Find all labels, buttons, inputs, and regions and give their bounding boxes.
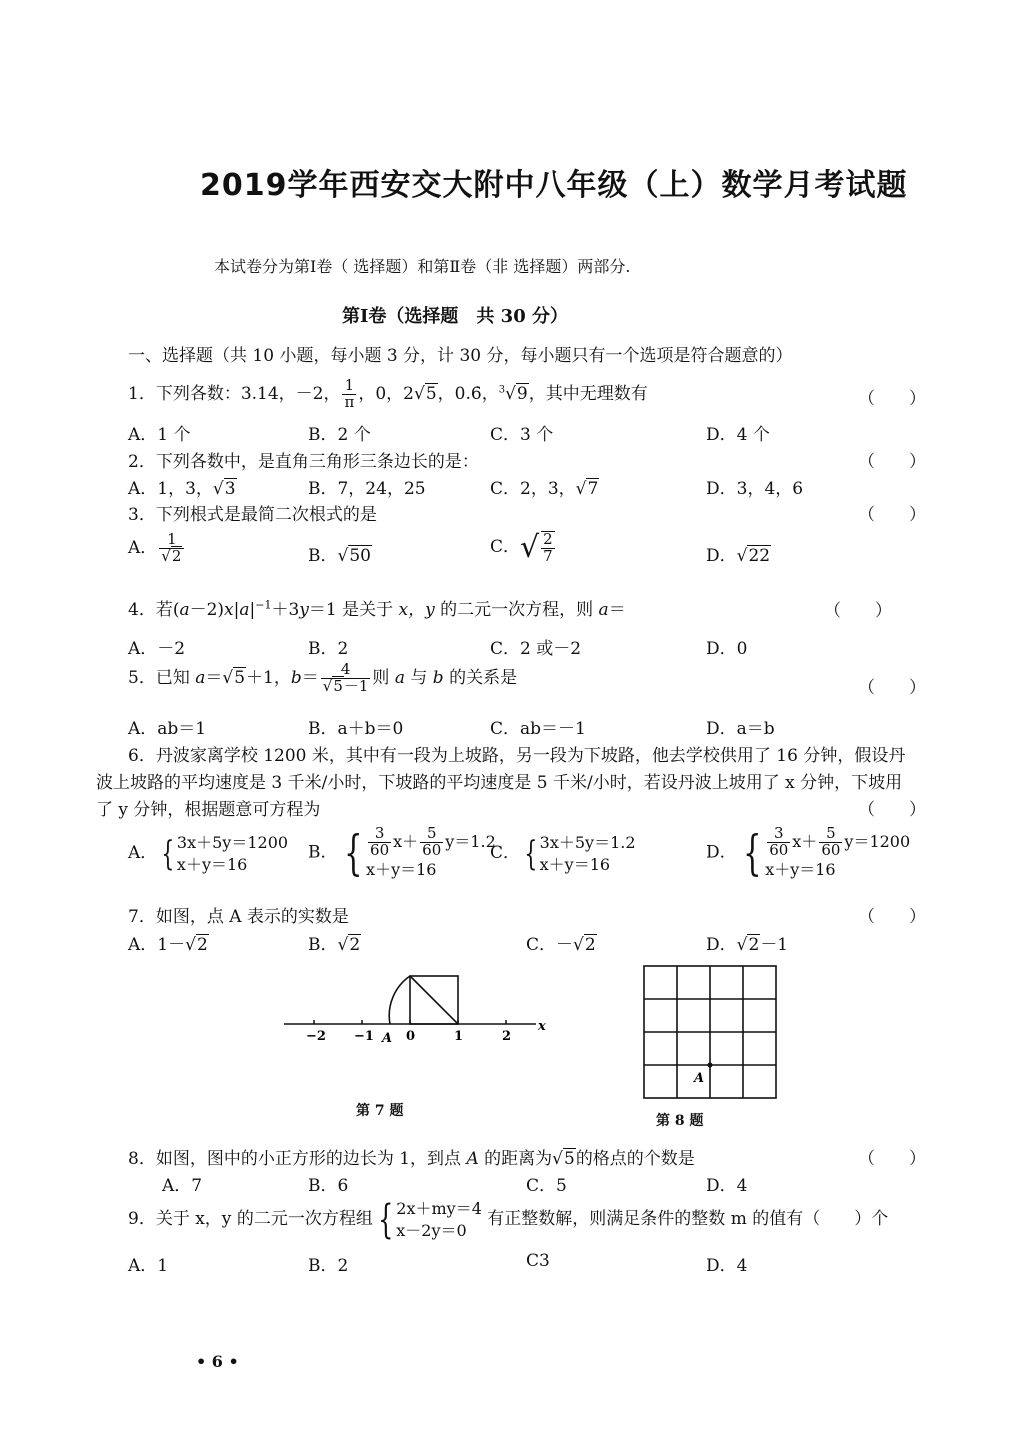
question-9: 9．关于 x，y 的二元一次方程组 { 2x＋my＝4 x－2y＝0 有正整数解，则满足条件的整数 m 的值有（ ）个 <box>128 1196 889 1243</box>
point-label-a: A <box>382 1031 393 1046</box>
q9-option-c: C3 <box>526 1251 550 1271</box>
q4-option-c: C．2 或－2 <box>490 639 582 659</box>
q9-option-b: B．2 <box>308 1256 349 1276</box>
q5-option-a: A．ab＝1 <box>128 719 207 739</box>
section-heading: 一、选择题（共 10 小题，每小题 3 分，计 30 分，每小题只有一个选项是符合题意的） <box>128 346 793 366</box>
q4-option-a: A．－2 <box>128 639 186 659</box>
question-6-line-2: 波上坡路的平均速度是 3 千米/小时，下坡路的平均速度是 5 千米/小时，若设丹波上坡用了 x 分钟，下坡用 <box>96 773 903 793</box>
question-1: 1．下列各数：3.14，－2， $\frac{1}{\pi}$ ，0，2√5，0.6̇，$^3$√9，其中无理数有 <box>128 376 648 411</box>
q3-option-c: C．√ $\frac{2}{7}$ <box>490 529 553 565</box>
answer-paren-3: （ ） <box>858 505 926 525</box>
q2-option-b: B．7，24，25 <box>308 479 426 499</box>
intro-text: 本试卷分为第Ⅰ卷（ 选择题）和第Ⅱ卷（非 选择题）两部分. <box>214 257 631 276</box>
q2-option-d: D．3，4，6 <box>706 479 804 499</box>
axis-label-x: x <box>538 1019 546 1034</box>
question-6-line-1: 6．丹波家离学校 1200 米，其中有一段为上坡路，另一段为下坡路，他去学校供用了 16 分钟，假设丹 <box>128 746 906 766</box>
q1-option-c: C．3 个 <box>490 425 554 445</box>
answer-paren-6: （ ） <box>858 800 926 820</box>
q5-option-c: C．ab＝－1 <box>490 719 586 739</box>
compass-arc <box>389 976 410 1024</box>
q6-option-d: D． { $\frac{3}{60}$ x＋ $\frac{5}{60}$ y＝1200 x＋y＝16 <box>706 824 911 882</box>
answer-paren-5: （ ） <box>858 678 926 698</box>
question-3: 3．下列根式是最简二次根式的是 <box>128 505 377 525</box>
q6-option-a: A． { 3x＋5y＝1200 x＋y＝16 <box>128 833 289 874</box>
question-7: 7．如图，点 A 表示的实数是 <box>128 907 349 927</box>
figure-7-caption: 第 7 题 <box>356 1103 404 1119</box>
q8-option-c: C．5 <box>526 1176 567 1196</box>
q7-option-b: B．√2 <box>308 935 361 955</box>
tick-label-0: 0 <box>406 1029 416 1044</box>
q1-option-d: D．4 个 <box>706 425 770 445</box>
q7-option-c: C．－√2 <box>526 935 596 955</box>
point-label-a: A <box>694 1071 705 1086</box>
q7-option-a: A．1－√2 <box>128 935 208 955</box>
question-6-line-3: 了 y 分钟，根据题意可方程为 <box>96 800 321 820</box>
cube-root-9: $^3$√9 <box>498 383 528 404</box>
q3-option-a: A． $\frac{1}{√2}$ <box>128 532 186 565</box>
q8-option-b: B．6 <box>308 1176 349 1196</box>
q5-option-b: B．a＋b＝0 <box>308 719 404 739</box>
q5-option-d: D．a＝b <box>706 719 775 739</box>
q2-option-c: C．2，3，√7 <box>490 479 599 499</box>
q1-option-b: B．2 个 <box>308 425 371 445</box>
question-4: 4．若$(a-2)x|a|^{-1}+3y=1$ 是关于 x，y 的二元一次方程，则 a＝ <box>128 598 626 620</box>
question-2: 2．下列各数中，是直角三角形三条边长的是： <box>128 452 479 472</box>
answer-paren-8: （ ） <box>858 1149 926 1169</box>
page-title: 2019学年西安交大附中八年级（上）数学月考试题 <box>200 168 908 203</box>
part-title: 第Ⅰ卷（选择题 共 30 分） <box>342 306 569 327</box>
q1-option-a: A．1 个 <box>128 425 191 445</box>
q9-option-d: D．4 <box>706 1256 748 1276</box>
frac-1-over-pi: $\frac{1}{\pi}$ <box>344 376 355 411</box>
q9-option-a: A．1 <box>128 1256 169 1276</box>
answer-paren-2: （ ） <box>858 452 926 472</box>
figure-8-caption: 第 8 题 <box>656 1113 704 1129</box>
question-5: 5．已知 a＝√5＋1，b＝ $\frac{4}{√5-1}$ 则 a 与 b 的关系是 <box>128 660 518 695</box>
grid-point-a <box>708 1063 713 1068</box>
q8-option-a: A．7 <box>162 1176 203 1196</box>
q6-option-c: C． { 3x＋5y＝1.2 x＋y＝16 <box>490 833 636 874</box>
page-number: • 6 • <box>196 1352 239 1371</box>
q6-option-b: B． { $\frac{3}{60}$ x＋ $\frac{5}{60}$ y＝1.2 x＋y＝16 <box>308 824 496 882</box>
answer-paren-1: （ ） <box>858 389 926 409</box>
square-diagonal <box>410 976 458 1024</box>
q7-option-d: D．√2－1 <box>706 935 789 955</box>
sqrt-5: √5 <box>413 383 437 404</box>
q4-option-b: B．2 <box>308 639 349 659</box>
tick-label-2: 2 <box>502 1029 512 1044</box>
q3-option-b: B．√50 <box>308 546 371 566</box>
tick-label-neg2: −2 <box>306 1029 326 1044</box>
tick-label-1: 1 <box>454 1029 464 1044</box>
q8-option-d: D．4 <box>706 1176 748 1196</box>
answer-paren-4: （ ） <box>824 601 892 621</box>
answer-paren-7: （ ） <box>858 907 926 927</box>
q2-option-a: A．1，3，√3 <box>128 479 236 499</box>
question-8: 8．如图，图中的小正方形的边长为 1，到点 A 的距离为√5的格点的个数是 <box>128 1149 695 1169</box>
tick-label-neg1: −1 <box>354 1029 374 1044</box>
q4-option-d: D．0 <box>706 639 748 659</box>
q3-option-d: D．√22 <box>706 546 771 566</box>
figure-7-number-line <box>280 968 560 1054</box>
figure-8-grid <box>640 962 782 1104</box>
